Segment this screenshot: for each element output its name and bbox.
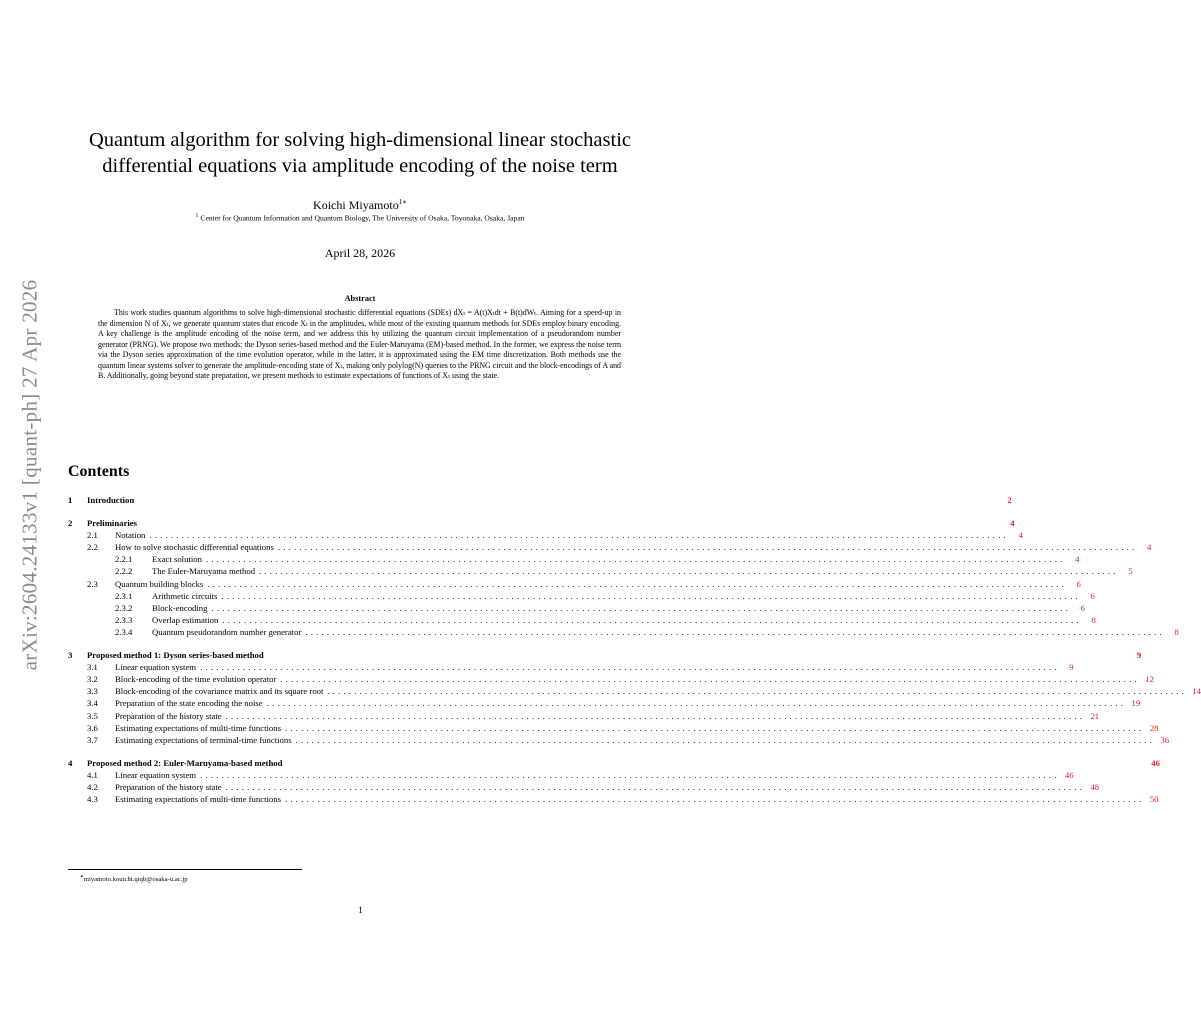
toc-title[interactable]: Linear equation system [115,769,197,780]
toc-leader-dots: ................................................................................................................................................................ [285,794,1145,805]
toc-entry[interactable] [68,649,1142,661]
toc-page-link[interactable]: 8 [1091,614,1096,625]
footnote-mark: ∗ [80,874,84,880]
toc-number: 2.3.1 [115,590,133,601]
toc-page-link[interactable]: 6 [1080,602,1085,613]
toc-title[interactable]: Quantum pseudorandom number generator [152,626,302,637]
toc-entry[interactable] [68,614,1096,626]
toc-title[interactable]: How to solve stochastic differential equations [115,542,274,553]
toc-number: 2.2 [87,542,98,553]
affiliation-text: Center for Quantum Information and Quantum Biology, The University of Osaka, Toyonaka, Osaka, Japan [200,213,525,223]
arxiv-stamp-text: arXiv:2604.24133v1 [quant-ph] 27 Apr 2026 [17,279,42,671]
footnote-rule [68,869,302,870]
toc-leader-dots: ................................................................................................................................................................ [327,686,1187,697]
abstract-heading: Abstract [344,294,376,303]
toc-entry[interactable] [68,697,1141,709]
toc-page-link[interactable]: 8 [1174,626,1179,637]
toc-number: 2.3.4 [115,626,133,637]
toc-page-link[interactable]: 21 [1090,710,1100,721]
toc-leader-dots: ................................................................................................................................................................ [207,578,1067,589]
toc-title[interactable]: Introduction [87,495,135,505]
toc-leader-dots: ................................................................................................................................................................ [259,566,1119,577]
toc-title[interactable]: Estimating expectations of multi-time functions [115,794,281,805]
toc-entry[interactable] [68,517,1015,529]
toc-entry[interactable] [68,710,1100,722]
toc-number: 4.1 [87,769,98,780]
toc-entry[interactable] [68,661,1074,673]
affiliation [70,213,650,223]
toc-number: 2.2.1 [115,554,133,565]
toc-number: 2.2.2 [115,566,133,577]
toc-leader-dots: ................................................................................................................................................................ [295,734,1156,745]
affiliation-mark: 1 [195,213,199,219]
toc-title[interactable]: Block-encoding of the covariance matrix and its square root [115,686,324,697]
toc-leader-dots: ................................................................................................................................................................ [225,710,1086,721]
toc-leader-dots: ................................................................................................................................................................ [266,698,1127,709]
toc-entry[interactable] [68,781,1100,793]
toc-page-link[interactable]: 12 [1145,674,1154,685]
toc-title[interactable]: Block-encoding [152,602,208,613]
toc-page-link[interactable]: 5 [1128,566,1133,577]
toc-leader-dots: ................................................................................................................................................................ [205,554,1066,565]
toc-entry[interactable] [68,757,1160,769]
toc-page-link[interactable]: 46 [1151,757,1160,768]
contents-heading: Contents [68,463,130,480]
footnote-email[interactable]: miyamoto.kouichi.qiqb@osaka-u.ac.jp [83,876,188,884]
toc-page-link[interactable]: 2 [1007,495,1012,505]
toc-entry[interactable] [68,602,1085,614]
toc-leader-dots: ................................................................................................................................................................ [305,626,1165,637]
toc-title[interactable]: Block-encoding of the time evolution operator [115,674,277,685]
toc-page-link[interactable]: 9 [1136,650,1142,661]
toc-title[interactable]: Notation [115,530,146,541]
toc-page-link[interactable]: 36 [1160,734,1170,745]
toc-title[interactable]: Proposed method 1: Dyson series-based method [87,650,264,661]
toc-page-link[interactable]: 4 [1075,554,1080,565]
toc-leader-dots: ................................................................................................................................................................ [285,722,1145,733]
toc-page-link[interactable]: 4 [1147,542,1152,553]
toc-entry[interactable] [68,626,1179,638]
toc-number: 3.2 [87,674,98,685]
toc-number: 2.3 [87,578,98,589]
toc-number: 3.3 [87,686,98,697]
toc-entry[interactable] [68,769,1074,781]
toc-page-link[interactable]: 14 [1192,686,1201,697]
toc-entry[interactable] [68,565,1133,577]
title-line-2: differential equations via amplitude encoding of the noise term [102,155,618,177]
toc-title[interactable]: The Euler-Maruyama method [152,566,256,577]
toc-number: 2.1 [87,530,98,541]
toc-page-link[interactable]: 19 [1131,698,1141,709]
table-of-contents [68,494,1201,805]
toc-title[interactable]: Preliminaries [87,518,138,529]
toc-page-link[interactable]: 48 [1090,781,1100,792]
author-mark: 1∗ [398,198,407,206]
toc-leader-dots: ................................................................................................................................................................ [149,530,1009,541]
toc-number: 4.2 [87,781,98,792]
toc-entry[interactable] [68,793,1159,805]
toc-title[interactable]: Preparation of the state encoding the noise [115,698,263,709]
toc-entry[interactable] [68,553,1080,565]
toc-entry[interactable] [68,578,1081,590]
toc-page-link[interactable]: 28 [1149,722,1159,733]
toc-entry[interactable] [68,734,1170,746]
toc-title[interactable]: Estimating expectations of multi-time functions [115,722,281,733]
toc-title[interactable]: Linear equation system [115,662,197,673]
toc-number: 3.1 [87,662,98,673]
toc-page-link[interactable]: 9 [1069,662,1074,673]
toc-number: 3 [68,650,73,661]
toc-entry[interactable] [68,590,1095,602]
toc-leader-dots: ................................................................................................................................................................ [222,614,1082,625]
arxiv-stamp [10,240,50,710]
toc-page-link[interactable]: 46 [1064,769,1074,780]
toc-page-link[interactable]: 4 [1010,518,1015,529]
author [70,198,650,213]
toc-entry[interactable] [68,529,1023,541]
toc-number: 4 [68,757,73,768]
abstract-body: This work studies quantum algorithms to solve high-dimensional stochastic differential equations (SDEs) dXₜ = A(t)Xₜdt + B(t)dWₜ. Aiming for a speed-up in the dimension N of Xₜ, we generate quantum states that encode Xₜ in the amplitudes, while most of the existing quantum methods for SDEs employ binary encoding. A key challenge is the amplitude encoding of the noise term, and we address this by utilizing the quantum circuit implementation of a pseudorandom number generator (PRNG). We propose two methods: the Dyson series-based method and the Euler-Maruyama (EM)-based method. In the former, we express the noise term via the Dyson series approximation of the time evolution operator, while in the latter, it is approximated using the EM time discretization. Both methods use the quantum linear systems solver to generate the amplitude-encoding state of Xₜ, making only polylog(N) queries to the PRNG circuit and the block-encodings of A and B. Additionally, going beyond state preparation, we present methods to estimate expectations of functions of Xₜ using the state. [98,308,621,380]
toc-page-link[interactable]: 50 [1149,794,1159,805]
author-name: Koichi Miyamoto [313,198,399,212]
toc-page-link[interactable]: 6 [1076,578,1081,589]
toc-page-link[interactable]: 6 [1090,590,1095,601]
toc-title[interactable]: Proposed method 2: Euler-Maruyama-based method [87,757,283,768]
toc-title[interactable]: Overlap estimation [152,614,219,625]
toc-number: 3.6 [87,722,98,733]
footnote [80,874,188,883]
toc-number: 4.3 [87,794,98,805]
page-number: 1 [358,906,363,916]
date: April 28, 2026 [324,246,396,260]
toc-number: 1 [68,495,73,505]
toc-page-link[interactable]: 4 [1018,530,1023,541]
toc-entry[interactable] [68,494,1012,506]
toc-leader-dots: ................................................................................................................................................................ [200,769,1060,780]
toc-title[interactable]: Estimating expectations of terminal-time functions [115,734,292,745]
toc-leader-dots: ................................................................................................................................................................ [211,602,1071,613]
toc-entry[interactable] [68,685,1201,697]
toc-number: 2.3.2 [115,602,133,613]
toc-number: 2 [68,518,73,529]
toc-number: 3.4 [87,698,98,709]
toc-title[interactable]: Exact solution [152,554,202,565]
toc-leader-dots: ................................................................................................................................................................ [277,542,1138,553]
toc-number: 3.5 [87,710,98,721]
toc-leader-dots: ................................................................................................................................................................ [200,662,1060,673]
toc-title[interactable]: Arithmetic circuits [152,590,218,601]
toc-entry[interactable] [68,541,1152,553]
toc-leader-dots: ................................................................................................................................................................ [280,674,1140,685]
toc-number: 3.7 [87,734,98,745]
toc-entry[interactable] [68,722,1159,734]
toc-leader-dots: ................................................................................................................................................................ [225,781,1086,792]
toc-leader-dots: ................................................................................................................................................................ [221,590,1081,601]
toc-entry[interactable] [68,673,1154,685]
paper-title [70,127,650,179]
title-line-1: Quantum algorithm for solving high-dimensional linear stochastic [88,129,631,151]
toc-title[interactable]: Quantum building blocks [115,578,204,589]
toc-title[interactable]: Preparation of the history state [115,710,222,721]
toc-title[interactable]: Preparation of the history state [115,781,222,792]
toc-number: 2.3.3 [115,614,133,625]
